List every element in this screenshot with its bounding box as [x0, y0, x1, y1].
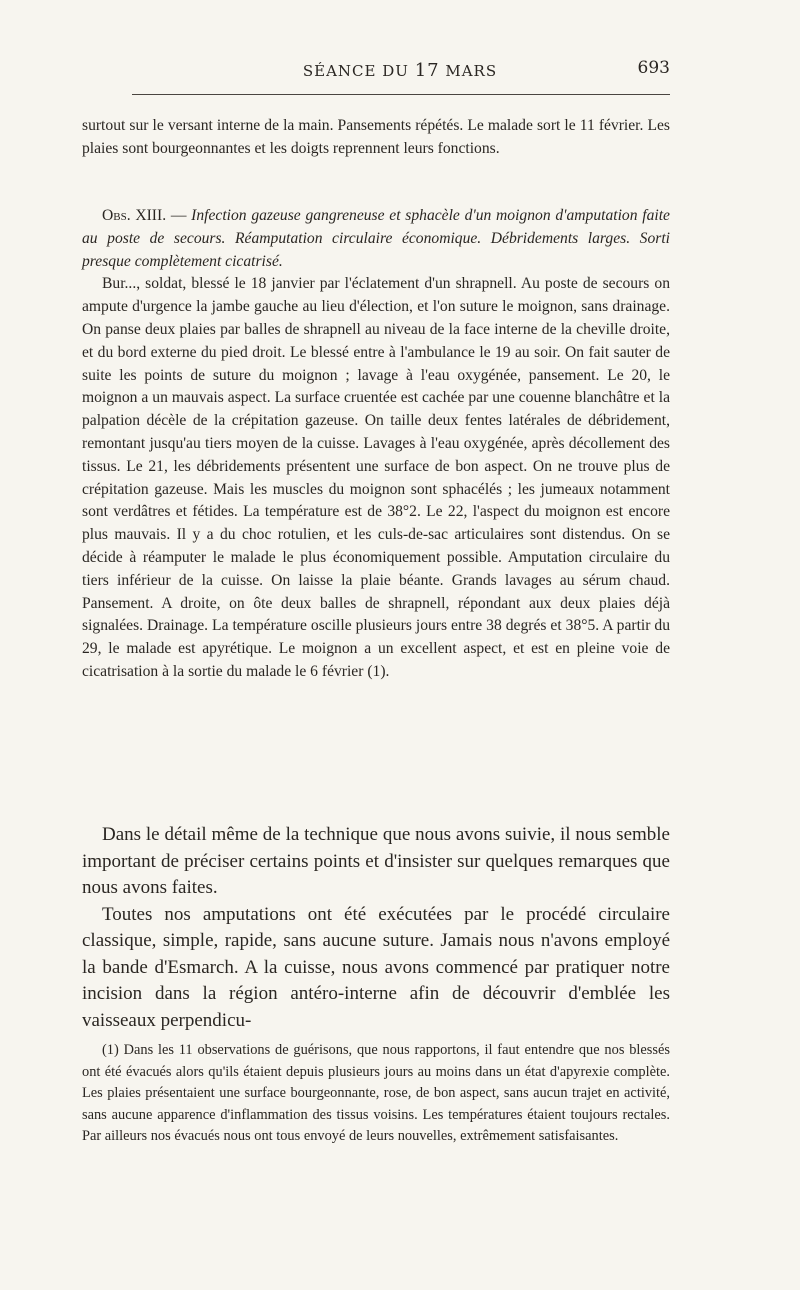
- continuation-paragraph: [82, 115, 670, 161]
- continuation-text: surtout sur le versant interne de la main. Pansements répétés. Le malade sort le 11 février. Les plaies sont bourgeonnantes et les doigts reprennent leurs fonctions.: [82, 117, 670, 157]
- header-title-after: MARS: [439, 62, 498, 80]
- observation-label: Obs. XIII. —: [102, 207, 192, 224]
- body-paragraph-2: Toutes nos amputations ont été exécutées par le procédé circulaire classique, simple, rapide, sans aucune suture. Jamais nous n'avons employé la bande d'Esmarch. A la cuisse, nous avons commencé par pratiquer notre incision dans la région antéro-interne afin de découvrir d'emblée les vaisseaux perpendicu-: [82, 903, 670, 1031]
- observation-block: [82, 205, 670, 684]
- observation-text: Bur..., soldat, blessé le 18 janvier par l'éclatement d'un shrapnell. Au poste de secours on ampute d'urgence la jambe gauche au lieu d'élection, et l'on suture le moignon, sans drainage. On panse deux plaies par balles de shrapnell au niveau de la face interne de la cheville droite, et du bord externe du pied droit. Le blessé entre à l'ambulance le 19 au soir. On fait sauter de suite les points de suture du moignon ; lavage à l'eau oxygénée, pansement. Le 20, le moignon a un mauvais aspect. La surface cruentée est cachée par une couenne blanchâtre et la palpation décèle de la crépitation gazeuse. On taille deux fentes latérales de débridement, remontant jusqu'au tiers moyen de la cuisse. Lavages à l'eau oxygénée, après décollement des tissus. Le 21, les débridements présentent une surface de bon aspect. On ne trouve plus de crépitation gazeuse. Mais les muscles du moignon sont sphacélés ; les jumeaux notamment sont verdâtres et fétides. La température est de 38°2. Le 22, l'aspect du moignon est encore plus mauvais. Il y a du choc rotulien, et les culs-de-sac articulaires sont distendus. On se décide à réamputer le malade le plus économiquement possible. Amputation circulaire du tiers inférieur de la cuisse. On laisse la plaie béante. Grands lavages au sérum chaud. Pansement. A droite, on ôte deux balles de shrapnell, répondant aux deux plaies déjà signalées. Drainage. La température oscille plusieurs jours entre 38 degrés et 38°5. A partir du 29, le malade est apyrétique. Le moignon a un excellent aspect, et est en pleine voie de cicatrisation à la sortie du malade le 6 février (1).: [82, 275, 670, 680]
- body-paragraph-1: Dans le détail même de la technique que nous avons suivie, il nous semble important de préciser certains points et d'insister sur quelques remarques que nous avons faites.: [82, 824, 670, 898]
- footnote: [82, 1040, 670, 1148]
- observation-heading: [82, 205, 670, 273]
- footnote-text: (1) Dans les 11 observations de guérisons, que nous rapportons, il faut entendre que nos blessés ont été évacués alors qu'ils étaient depuis plusieurs jours au moins dans un état d'apyrexie complète. Les plaies présentaient une surface bourgeonnante, rose, de bon aspect, sans aucun trajet en activité, sans aucune apparence d'inflammation des tissus voisins. Les températures étaient toujours rectales. Par ailleurs nos évacués nous ont tous envoyé de leurs nouvelles, extrêmement satisfaisantes.: [82, 1042, 670, 1145]
- header-title-number: 17: [414, 60, 440, 81]
- header-title-before: SÉANCE DU: [302, 62, 415, 80]
- body-text: [82, 822, 670, 1034]
- observation-title: Infection gazeuse gangreneuse et sphacèle d'un moignon d'amputation faite au poste de secours. Réamputation circulaire économique. Débridements larges. Sorti presque complètement cicatrisé.: [82, 207, 670, 270]
- header-rule: [132, 94, 670, 95]
- running-header: [0, 60, 800, 81]
- page-number: 693: [637, 58, 670, 78]
